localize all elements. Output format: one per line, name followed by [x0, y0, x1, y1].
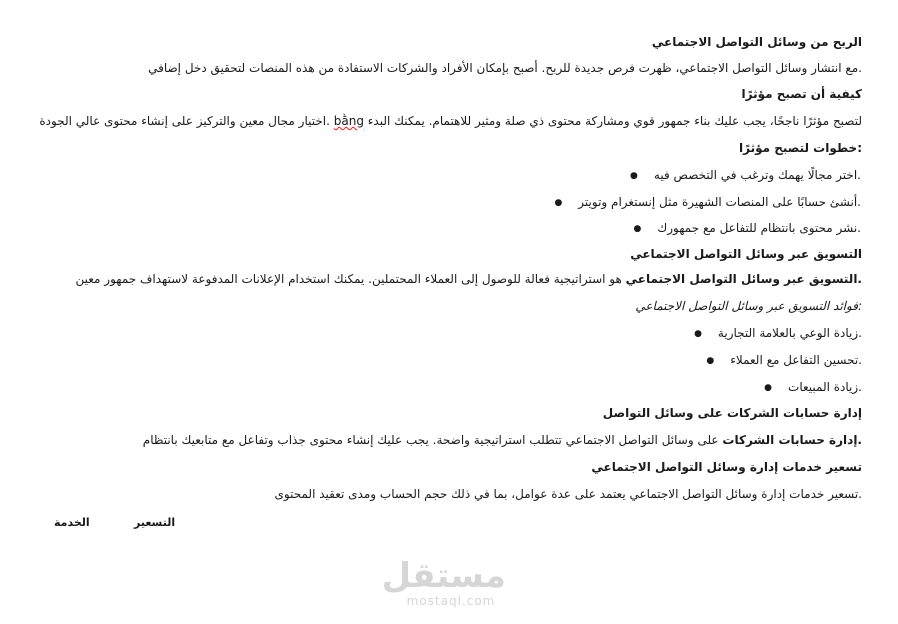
- bullet-icon: ●: [554, 197, 563, 208]
- subheading-benefits: :فوائد التسويق عبر وسائل التواصل الاجتماعي: [635, 299, 862, 313]
- misspelled-word[interactable]: bằng: [333, 114, 364, 128]
- paragraph-company-rest: على وسائل التواصل الاجتماعي تتطلب استراتيجية واضحة. يجب عليك إنشاء محتوى جذاب وتفاعل مع متابعيك بانتظام: [142, 433, 719, 447]
- watermark-logo: [381, 556, 506, 608]
- list-item-text: .زيادة المبيعات: [788, 380, 862, 394]
- bullet-icon: ●: [764, 382, 773, 393]
- paragraph-influencer: [39, 113, 862, 129]
- paragraph-company-bold: .إدارة حسابات الشركات: [722, 433, 862, 447]
- paragraph-influencer-part-a: .اختيار مجال معين والتركيز على إنشاء محتوى عالي الجودة: [39, 114, 330, 128]
- list-item: [630, 167, 861, 184]
- section-heading-profit: الربح من وسائل التواصل الاجتماعي: [651, 35, 862, 49]
- table-header-price: التسعير: [134, 516, 176, 529]
- list-item: [634, 220, 862, 237]
- section-heading-influencer: كيفية أن تصبح مؤثرًا: [741, 87, 862, 101]
- list-item-text: .اختر مجالًا يهمك وترغب في التخصص فيه: [653, 168, 861, 182]
- list-item: [706, 352, 862, 369]
- section-heading-pricing: تسعير خدمات إدارة وسائل التواصل الاجتماعي: [591, 460, 862, 474]
- list-item-text: .تحسين التفاعل مع العملاء: [730, 353, 862, 367]
- paragraph-marketing: [76, 271, 863, 287]
- list-item-text: .أنشئ حسابًا على المنصات الشهيرة مثل إنستغرام وتويتر: [578, 195, 861, 209]
- paragraph-company-accounts: [143, 432, 862, 448]
- paragraph-marketing-bold: .التسويق عبر وسائل التواصل الاجتماعي: [625, 272, 862, 286]
- section-heading-marketing: التسويق عبر وسائل التواصل الاجتماعي: [630, 247, 862, 261]
- watermark-arabic: مستقل: [381, 556, 506, 596]
- paragraph-pricing: .تسعير خدمات إدارة وسائل التواصل الاجتماعي يعتمد على عدة عوامل، بما في ذلك حجم الحساب ومدى تعقيد المحتوى: [274, 487, 862, 501]
- watermark-latin: mostaql.com: [406, 594, 496, 608]
- list-item: [694, 325, 862, 342]
- table-header-service: الخدمة: [54, 516, 90, 529]
- bullet-icon: ●: [630, 170, 638, 181]
- paragraph-marketing-rest: هو استراتيجية فعالة للوصول إلى العملاء المحتملين. يمكنك استخدام الإعلانات المدفوعة لاستهداف جمهور معين: [75, 272, 622, 286]
- bullet-icon: ●: [694, 328, 702, 339]
- paragraph-profit: .مع انتشار وسائل التواصل الاجتماعي، ظهرت فرص جديدة للربح. أصبح بإمكان الأفراد والشركات الاستفادة من هذه المنصات لتحقيق دخل إضافي: [148, 61, 862, 75]
- list-item-text: .زيادة الوعي بالعلامة التجارية: [717, 326, 862, 340]
- list-item-text: .نشر محتوى بانتظام للتفاعل مع جمهورك: [657, 221, 861, 235]
- list-item: [554, 194, 861, 211]
- section-heading-company-accounts: إدارة حسابات الشركات على وسائل التواصل: [602, 406, 862, 420]
- bullet-icon: ●: [706, 355, 715, 366]
- section-heading-steps: :خطوات لتصبح مؤثرًا: [739, 141, 862, 155]
- paragraph-influencer-part-b: لتصبح مؤثرًا ناجحًا، يجب عليك بناء جمهور قوي ومشاركة محتوى ذي صلة ومثير للاهتمام. يمكنك البدء: [367, 114, 862, 128]
- list-item: [764, 379, 862, 396]
- bullet-icon: ●: [633, 223, 642, 234]
